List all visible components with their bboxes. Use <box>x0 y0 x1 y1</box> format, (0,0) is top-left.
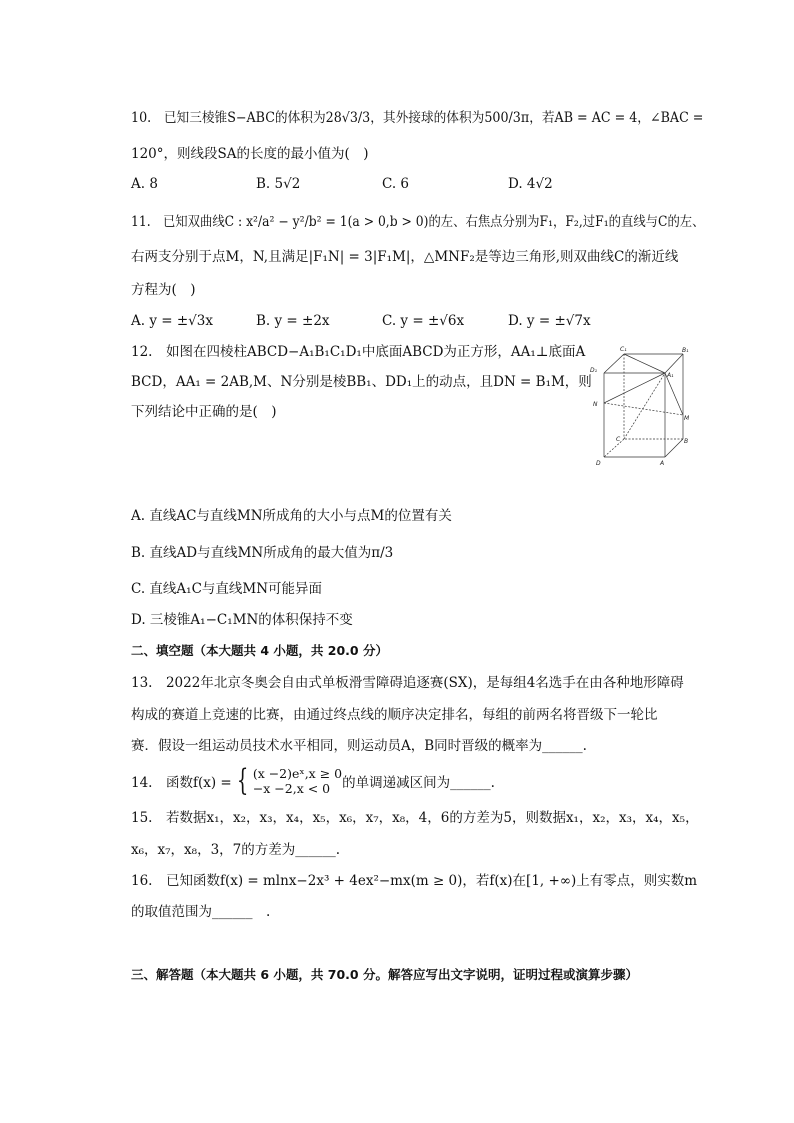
label-d: D <box>596 460 601 467</box>
q14-brace: { <box>236 763 248 798</box>
q14-cases <box>253 766 342 796</box>
label-b: B <box>684 438 689 445</box>
q12-line3: 下列结论中正确的是( ) <box>131 404 277 420</box>
q13-line1: 13. 2022年北京冬奥会自由式单板滑雪障碍追逐赛(SX)，是每组4名选手在由各种地形障碍 <box>131 675 684 691</box>
q11-option-b: B. y = ±2x <box>256 313 330 329</box>
q14-case2: −x −2,x < 0 <box>252 781 331 796</box>
q10-option-d: D. 4√2 <box>508 176 553 192</box>
q16-line1: 16. 已知函数f(x) = mlnx−2x³ + 4ex²−mx(m ≥ 0)，若f(x)在[1, +∞)上有零点，则实数m <box>131 873 698 889</box>
q11-option-a: A. y = ±√3x <box>131 313 213 329</box>
section3-heading: 三、解答题（本大题共 6 小题，共 70.0 分。解答应写出文字说明，证明过程或演算步骤） <box>131 967 638 982</box>
label-a1: A₁ <box>667 372 674 379</box>
q11-option-c: C. y = ±√6x <box>382 313 465 329</box>
q11-line1: 11. 已知双曲线C : x²/a² − y²/b² = 1(a > 0,b > 0)的左、右焦点分别为F₁，F₂,过F₁的直线与C的左、 <box>131 214 705 230</box>
q12-option-d: D. 三棱锥A₁−C₁MN的体积保持不变 <box>131 612 353 628</box>
label-c1: C₁ <box>620 346 627 353</box>
q15-line2: x₆，x₇，x₈，3，7的方差为______. <box>131 842 341 858</box>
label-a: A <box>660 460 665 467</box>
q11-line2: 右两支分别于点M，N,且满足|F₁N| = 3|F₁M|，△MNF₂是等边三角形,则双曲线C的渐近线 <box>131 249 679 265</box>
q11-line3: 方程为( ) <box>131 282 196 298</box>
q10-line1: 10. 已知三棱锥S−ABC的体积为28√3/3，其外接球的体积为500/3π，若AB = AC = 4，∠BAC = <box>131 110 704 126</box>
q12-option-c: C. 直线A₁C与直线MN可能异面 <box>131 581 323 597</box>
q10-option-b: B. 5√2 <box>256 176 301 192</box>
q14-row <box>131 763 495 799</box>
label-d1: D₁ <box>590 367 598 374</box>
q12-line2: BCD，AA₁ = 2AB,M、N分别是棱BB₁、DD₁上的动点，且DN = B₁M，则 <box>131 374 592 390</box>
q13-line2: 构成的赛道上竞速的比赛，由通过终点线的顺序决定排名，每组的前两名将晋级下一轮比 <box>131 707 658 723</box>
q10-line2: 120°，则线段SA的长度的最小值为( ) <box>131 146 369 162</box>
label-c: C <box>616 436 621 443</box>
label-n: N <box>593 401 598 408</box>
q10-option-c: C. 6 <box>382 176 410 192</box>
prism-figure <box>588 344 690 470</box>
q13-line3: 赛．假设一组运动员技术水平相同，则运动员A，B同时晋级的概率为______. <box>131 738 587 754</box>
q12-option-a: A. 直线AC与直线MN所成角的大小与点M的位置有关 <box>131 508 452 524</box>
label-b1: B₁ <box>682 347 689 354</box>
q11-option-d: D. y = ±√7x <box>508 313 591 329</box>
label-m: M <box>684 415 690 422</box>
q16-line2: 的取值范围为______ . <box>131 904 271 920</box>
q12-line1: 12. 如图在四棱柱ABCD−A₁B₁C₁D₁中底面ABCD为正方形，AA₁⊥底面A <box>131 344 586 360</box>
section2-heading: 二、填空题（本大题共 4 小题，共 20.0 分） <box>131 643 388 658</box>
q15-line1: 15. 若数据x₁，x₂，x₃，x₄，x₅，x₆，x₇，x₈，4，6的方差为5，则数据x₁，x₂，x₃，x₄，x₅， <box>131 810 699 826</box>
q12-option-b: B. 直线AD与直线MN所成角的最大值为π/3 <box>131 545 394 561</box>
q14-case1: (x −2)eˣ,x ≥ 0 <box>252 766 343 781</box>
q14-suffix: 的单调递减区间为______. <box>342 775 495 791</box>
q14-prefix: 14. 函数f(x) = <box>131 775 232 791</box>
q10-option-a: A. 8 <box>131 176 158 192</box>
